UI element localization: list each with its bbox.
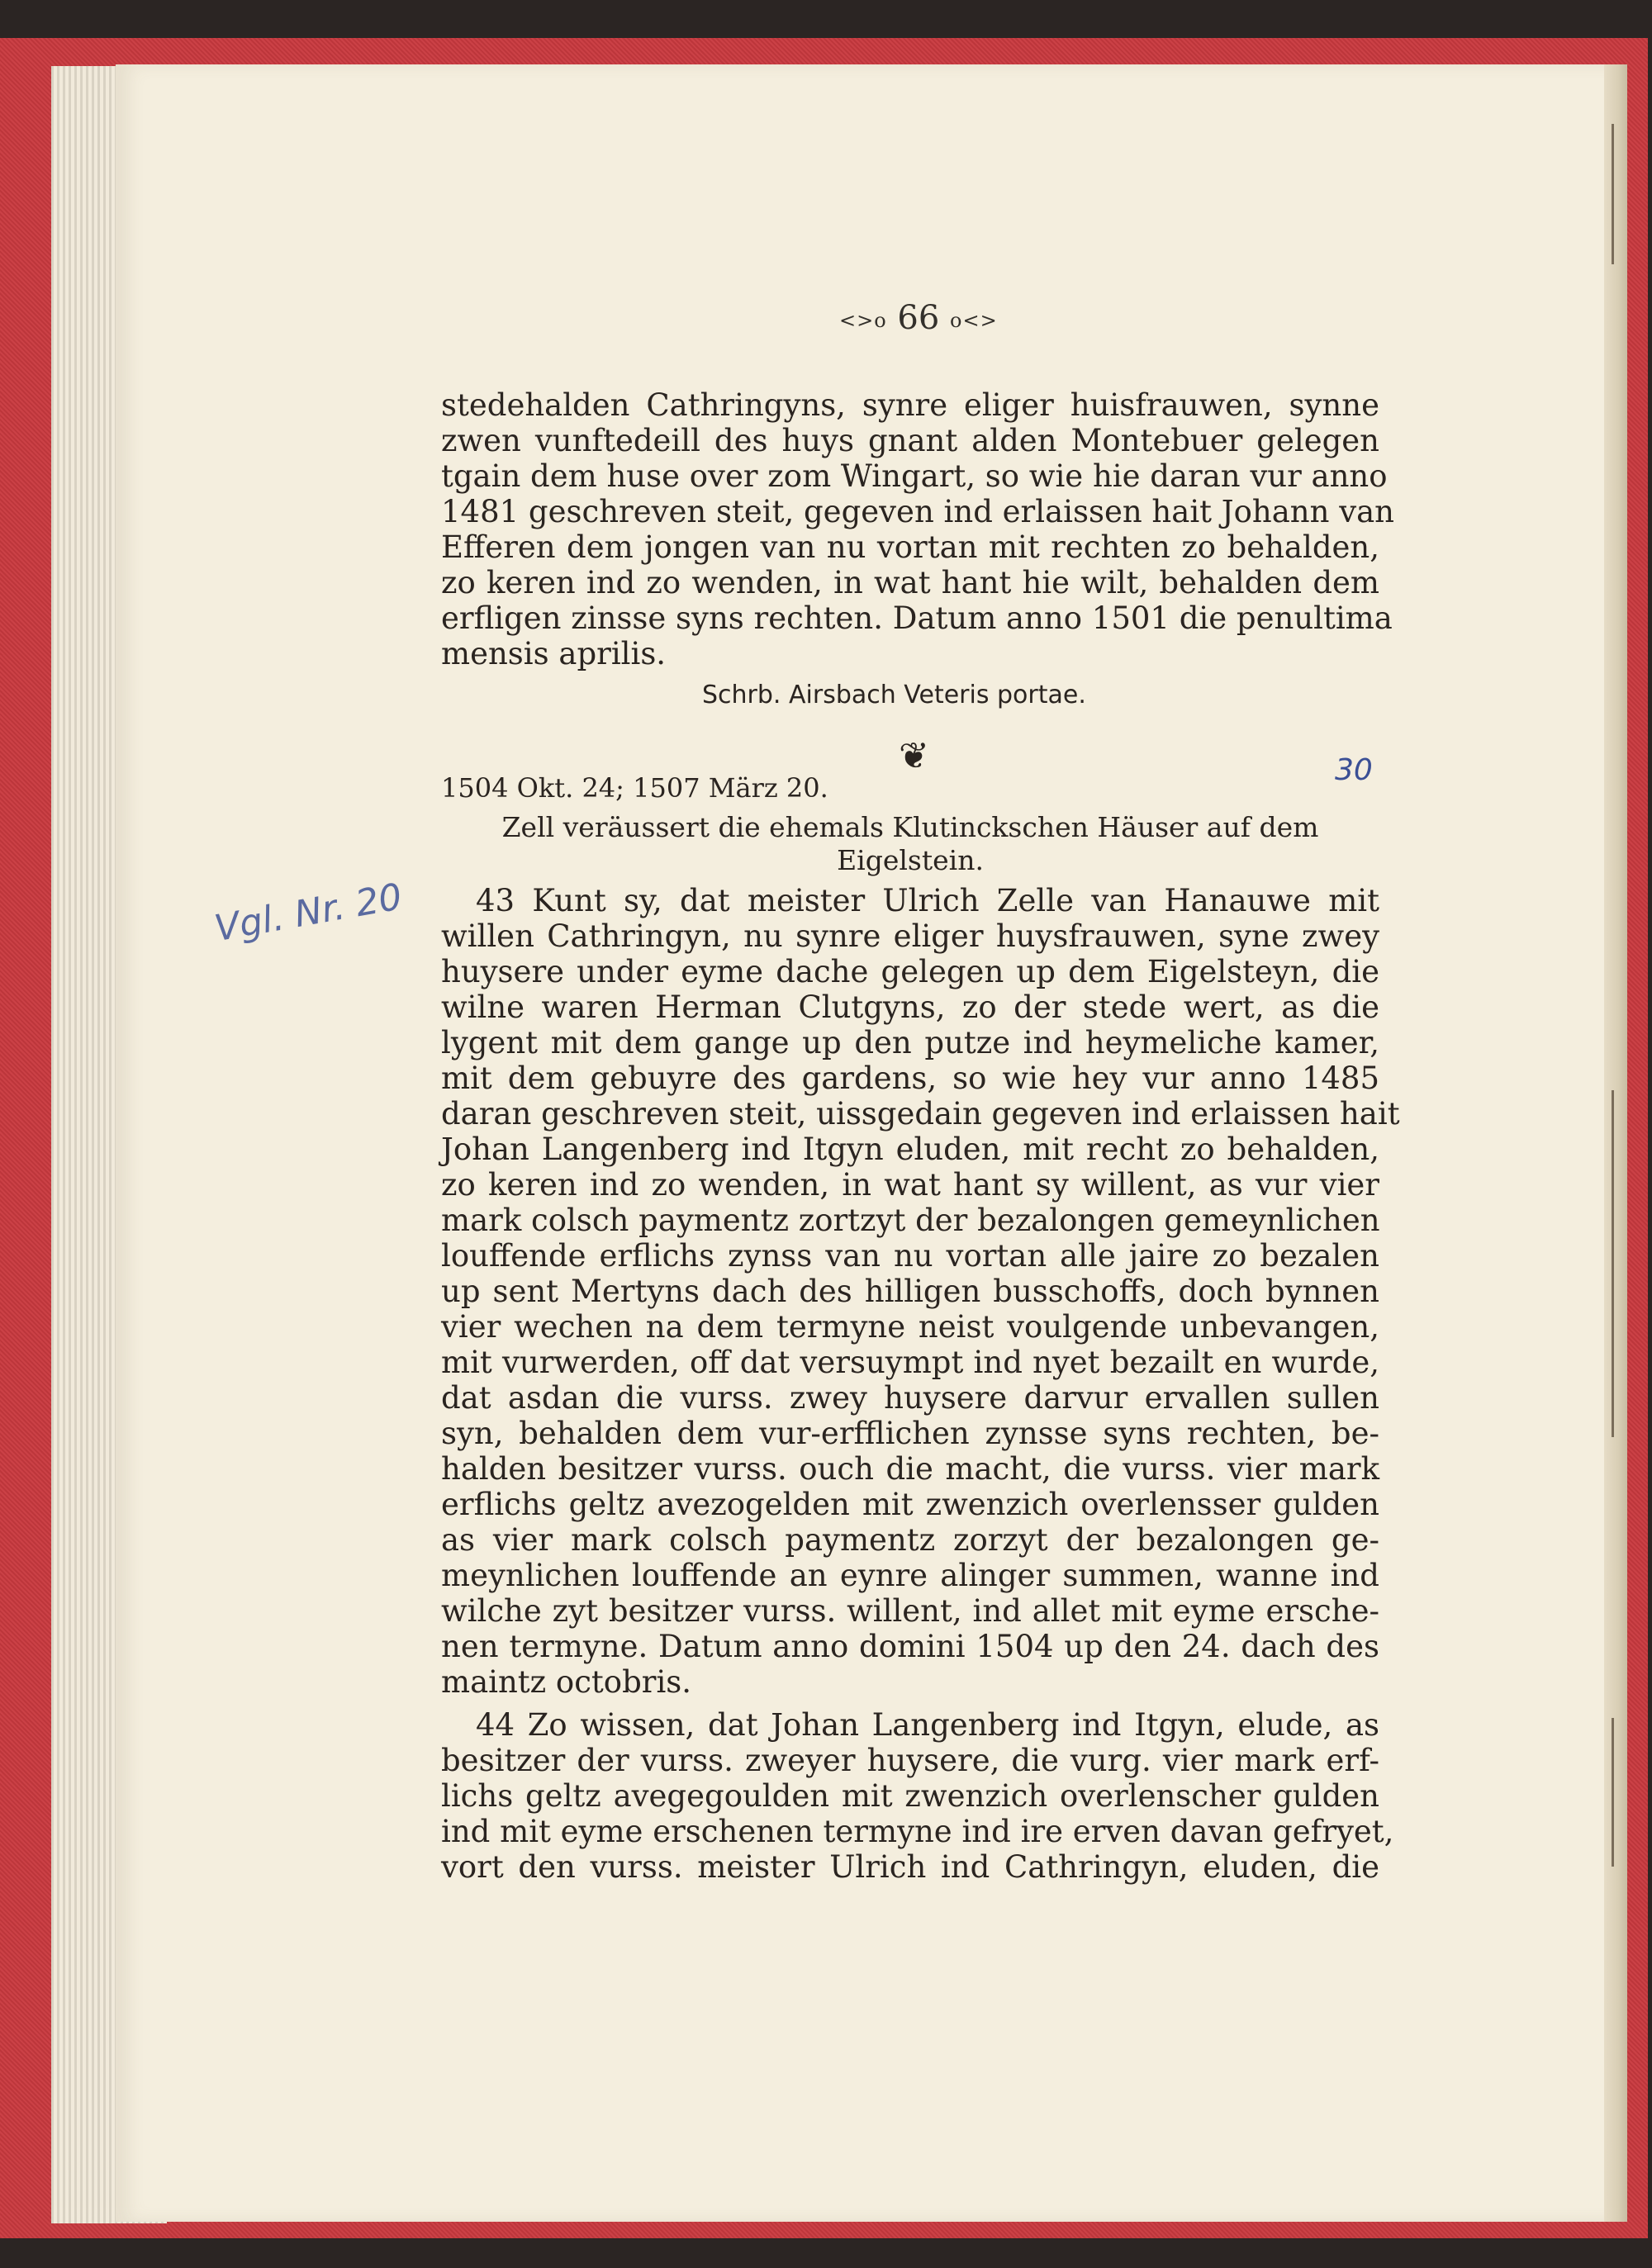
text-line: stedehalden Cathringyns, synre eliger huisfrauwen, synne (441, 387, 1379, 423)
header-ornament-left: <>o (839, 309, 887, 332)
page-number: 66 (897, 299, 940, 337)
text-line: up sent Mertyns dach des hilligen busschoffs, doch bynnen (441, 1274, 1379, 1309)
text-line: louffende erflichs zynss van nu vortan alle jaire zo bezalen (441, 1238, 1379, 1274)
gutter-shadow (1612, 124, 1614, 264)
text-line: ind mit eyme erschenen termyne ind ire erven davan gefryet, (441, 1814, 1394, 1849)
margin-annotation: Vgl. Nr. 20 (211, 875, 406, 951)
text-line: daran geschreven steit, uissgedain gegeven ind erlaissen hait (441, 1096, 1400, 1132)
text-line: maintz octobris. (441, 1664, 692, 1700)
text-line: mit vurwerden, off dat versuympt ind nyet bezailt en wurde, (441, 1345, 1379, 1380)
text-line: mark colsch paymentz zortzyt der bezalongen gemeynlichen (441, 1203, 1380, 1238)
text-line: nen termyne. Datum anno domini 1504 up den 24. dach des (441, 1629, 1379, 1664)
text-line: meynlichen louffende an eynre alinger summen, wanne ind (441, 1558, 1379, 1593)
text-line: besitzer der vurss. zweyer huysere, die vurg. vier mark erf- (441, 1743, 1379, 1778)
header-ornament-right: o<> (950, 309, 998, 332)
entry-summary: Zell veräussert die ehemals Klutinckschen Häuser auf dem (501, 811, 1319, 843)
entry-summary: Eigelstein. (837, 844, 984, 876)
text-line: syn, behalden dem vur-erfflichen zynsse syns rechten, be- (441, 1416, 1379, 1451)
gutter-shadow (1612, 1090, 1614, 1437)
text-line: 44 Zo wissen, dat Johan Langenberg ind Itgyn, elude, as (476, 1707, 1379, 1743)
text-line: lygent mit dem gange up den putze ind heymeliche kamer, (441, 1025, 1379, 1060)
text-line: halden besitzer vurss. ouch die macht, die vurss. vier mark (441, 1451, 1379, 1487)
text-line: lichs geltz avegegoulden mit zwenzich overlenscher gulden (441, 1778, 1379, 1814)
text-line: dat asdan die vurss. zwey huysere darvur ervallen sullen (441, 1380, 1379, 1416)
text-line: mit dem gebuyre des gardens, so wie hey vur anno 1485 (441, 1060, 1379, 1096)
text-line: wilne waren Herman Clutgyns, zo der stede wert, as die (441, 989, 1379, 1025)
handwritten-number: 30 (1335, 753, 1373, 787)
text-line: huysere under eyme dache gelegen up dem Eigelsteyn, die (441, 954, 1379, 989)
text-line: as vier mark colsch paymentz zorzyt der bezalongen ge- (441, 1522, 1379, 1558)
text-line: wilche zyt besitzer vurss. willent, ind allet mit eyme ersche- (441, 1593, 1379, 1629)
entry-date: 1504 Okt. 24; 1507 März 20. (441, 772, 828, 804)
text-line: 1481 geschreven steit, gegeven ind erlaissen hait Johann van (441, 494, 1394, 529)
text-line: Efferen dem jongen van nu vortan mit rechten zo behalden, (441, 529, 1379, 565)
page-header (839, 299, 998, 337)
text-line: zo keren ind zo wenden, in wat hant sy willent, as vur vier (441, 1167, 1379, 1203)
text-line: zo keren ind zo wenden, in wat hant hie wilt, behalden dem (441, 565, 1379, 600)
text-line: vier wechen na dem termyne neist voulgende unbevangen, (441, 1309, 1379, 1345)
text-line: Johan Langenberg ind Itgyn eluden, mit recht zo behalden, (441, 1132, 1379, 1167)
text-line: erfligen zinsse syns rechten. Datum anno 1501 die penultima (441, 600, 1393, 636)
page-gutter (1604, 64, 1627, 2222)
gutter-shadow (1612, 1718, 1614, 1867)
text-line: tgain dem huse over zom Wingart, so wie hie daran vur anno (441, 458, 1388, 494)
text-line: willen Cathringyn, nu synre eliger huysfrauwen, syne zwey (441, 918, 1379, 954)
text-line: vort den vurss. meister Ulrich ind Cathringyn, eluden, die (441, 1849, 1379, 1885)
text-line: zwen vunftedeill des huys gnant alden Montebuer gelegen (441, 423, 1379, 458)
text-line: erflichs geltz avezogelden mit zwenzich overlensser gulden (441, 1487, 1379, 1522)
text-line: mensis aprilis. (441, 636, 667, 671)
text-line: 43 Kunt sy, dat meister Ulrich Zelle van Hanauwe mit (476, 883, 1379, 918)
fleuron-icon: ❦ (899, 735, 929, 777)
source-note: Schrb. Airsbach Veteris portae. (702, 681, 1086, 709)
